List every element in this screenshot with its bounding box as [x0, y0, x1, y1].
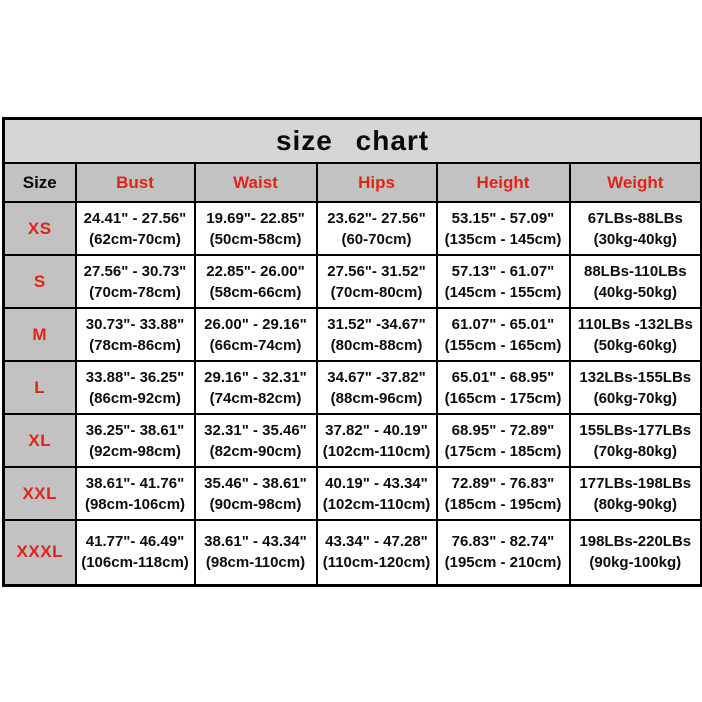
cell-s-waist [195, 255, 317, 308]
weight-lbs: 155LBs-177LBs [579, 421, 692, 439]
measurement-cm: (102cm-110cm) [322, 442, 431, 460]
measurement-inches: 37.82" - 40.19" [325, 421, 428, 439]
cell-xxxl-bust [76, 520, 195, 585]
cell-m-waist [195, 308, 317, 361]
measurement-inches: 23.62"- 27.56" [327, 209, 426, 227]
size-label-xl: XL [4, 414, 76, 467]
cell-xxxl-height [437, 520, 570, 585]
measurement-cm: (98cm-106cm) [84, 495, 186, 513]
cell-s-hips [317, 255, 437, 308]
measurement-cm: (60-70cm) [341, 230, 412, 248]
measurement-cm: (106cm-118cm) [81, 554, 189, 572]
cell-s-height [437, 255, 570, 308]
weight-kg: (30kg-40kg) [593, 230, 677, 248]
measurement-inches: 19.69"- 22.85" [206, 209, 305, 227]
measurement-inches: 31.52" -34.67" [327, 315, 426, 333]
cell-xxxl-weight [570, 520, 702, 585]
cell-xs-waist [195, 202, 317, 255]
cell-xl-weight [570, 414, 702, 467]
measurement-cm: (135cm - 145cm) [444, 230, 562, 248]
size-chart-table [2, 117, 702, 587]
measurement-inches: 61.07" - 65.01" [451, 315, 555, 333]
table-row-xxxl [4, 520, 702, 585]
measurement-cm: (80cm-88cm) [330, 336, 423, 354]
weight-lbs: 132LBs-155LBs [579, 368, 692, 386]
cell-l-height [437, 361, 570, 414]
measurement-inches: 29.16" - 32.31" [204, 368, 307, 386]
measurement-cm: (175cm - 185cm) [444, 442, 562, 460]
measurement-inches: 57.13" - 61.07" [451, 262, 555, 280]
cell-xxxl-waist [195, 520, 317, 585]
measurement-cm: (70cm-78cm) [89, 283, 181, 301]
column-header-bust: Bust [76, 163, 195, 202]
cell-xl-height [437, 414, 570, 467]
cell-xs-bust [76, 202, 195, 255]
measurement-cm: (155cm - 165cm) [444, 336, 562, 354]
cell-xl-bust [76, 414, 195, 467]
measurement-inches: 35.46" - 38.61" [204, 474, 307, 492]
measurement-cm: (98cm-110cm) [205, 554, 306, 572]
measurement-cm: (70cm-80cm) [330, 283, 423, 301]
measurement-inches: 36.25"- 38.61" [85, 421, 185, 439]
chart-title: size chart [4, 119, 702, 164]
measurement-cm: (90cm-98cm) [209, 495, 302, 513]
measurement-cm: (195cm - 210cm) [444, 554, 562, 572]
measurement-cm: (165cm - 175cm) [444, 389, 562, 407]
measurement-inches: 68.95" - 72.89" [451, 421, 555, 439]
weight-kg: (90kg-100kg) [589, 554, 682, 572]
weight-lbs: 110LBs -132LBs [577, 315, 693, 333]
measurement-cm: (86cm-92cm) [89, 389, 181, 407]
cell-l-waist [195, 361, 317, 414]
cell-l-bust [76, 361, 195, 414]
weight-kg: (80kg-90kg) [593, 495, 677, 513]
weight-lbs: 88LBs-110LBs [583, 262, 687, 280]
cell-s-bust [76, 255, 195, 308]
title-row [4, 119, 702, 164]
measurement-cm: (66cm-74cm) [209, 336, 302, 354]
size-label-l: L [4, 361, 76, 414]
measurement-inches: 43.34" - 47.28" [325, 533, 428, 551]
column-header-row [4, 163, 702, 202]
weight-kg: (70kg-80kg) [593, 442, 677, 460]
weight-kg: (40kg-50kg) [593, 283, 677, 301]
cell-m-hips [317, 308, 437, 361]
measurement-inches: 41.77"- 46.49" [85, 533, 185, 551]
measurement-inches: 22.85"- 26.00" [206, 262, 305, 280]
size-label-xxxl: XXXL [4, 520, 76, 585]
weight-lbs: 177LBs-198LBs [579, 474, 692, 492]
cell-xxl-bust [76, 467, 195, 520]
cell-xxl-weight [570, 467, 702, 520]
table-row-s [4, 255, 702, 308]
measurement-inches: 32.31" - 35.46" [204, 421, 307, 439]
cell-m-height [437, 308, 570, 361]
size-label-xxl: XXL [4, 467, 76, 520]
measurement-inches: 38.61" - 43.34" [204, 533, 307, 551]
table-row-m [4, 308, 702, 361]
measurement-cm: (78cm-86cm) [89, 336, 181, 354]
measurement-cm: (92cm-98cm) [89, 442, 181, 460]
cell-xl-waist [195, 414, 317, 467]
weight-kg: (50kg-60kg) [593, 336, 677, 354]
table-row-l [4, 361, 702, 414]
measurement-inches: 24.41" - 27.56" [83, 209, 187, 227]
measurement-inches: 26.00" - 29.16" [204, 315, 307, 333]
table-row-xxl [4, 467, 702, 520]
cell-xxl-height [437, 467, 570, 520]
measurement-inches: 33.88"- 36.25" [85, 368, 185, 386]
measurement-cm: (82cm-90cm) [209, 442, 302, 460]
measurement-inches: 27.56"- 31.52" [327, 262, 426, 280]
table-row-xs [4, 202, 702, 255]
cell-s-weight [570, 255, 702, 308]
column-header-height: Height [437, 163, 570, 202]
weight-lbs: 198LBs-220LBs [579, 533, 692, 551]
measurement-cm: (88cm-96cm) [330, 389, 423, 407]
measurement-cm: (50cm-58cm) [209, 230, 302, 248]
cell-m-weight [570, 308, 702, 361]
table-row-xl [4, 414, 702, 467]
measurement-inches: 38.61"- 41.76" [85, 474, 185, 492]
cell-m-bust [76, 308, 195, 361]
cell-xs-hips [317, 202, 437, 255]
measurement-inches: 65.01" - 68.95" [451, 368, 555, 386]
column-header-hips: Hips [317, 163, 437, 202]
cell-xs-height [437, 202, 570, 255]
cell-xl-hips [317, 414, 437, 467]
measurement-cm: (110cm-120cm) [322, 554, 431, 572]
measurement-inches: 34.67" -37.82" [327, 368, 426, 386]
measurement-cm: (58cm-66cm) [209, 283, 302, 301]
measurement-cm: (145cm - 155cm) [444, 283, 562, 301]
measurement-inches: 27.56" - 30.73" [83, 262, 187, 280]
column-header-weight: Weight [570, 163, 702, 202]
measurement-cm: (185cm - 195cm) [444, 495, 562, 513]
measurement-cm: (74cm-82cm) [209, 389, 302, 407]
cell-l-weight [570, 361, 702, 414]
weight-kg: (60kg-70kg) [593, 389, 677, 407]
cell-l-hips [317, 361, 437, 414]
measurement-cm: (62cm-70cm) [89, 230, 181, 248]
column-header-waist: Waist [195, 163, 317, 202]
cell-xxl-waist [195, 467, 317, 520]
measurement-inches: 40.19" - 43.34" [325, 474, 428, 492]
cell-xs-weight [570, 202, 702, 255]
size-label-m: M [4, 308, 76, 361]
measurement-inches: 72.89" - 76.83" [451, 474, 555, 492]
measurement-cm: (102cm-110cm) [322, 495, 431, 513]
size-label-s: S [4, 255, 76, 308]
measurement-inches: 53.15" - 57.09" [451, 209, 555, 227]
cell-xxxl-hips [317, 520, 437, 585]
size-label-xs: XS [4, 202, 76, 255]
cell-xxl-hips [317, 467, 437, 520]
measurement-inches: 76.83" - 82.74" [451, 533, 555, 551]
column-header-size: Size [4, 163, 76, 202]
weight-lbs: 67LBs-88LBs [587, 209, 683, 227]
measurement-inches: 30.73"- 33.88" [85, 315, 185, 333]
